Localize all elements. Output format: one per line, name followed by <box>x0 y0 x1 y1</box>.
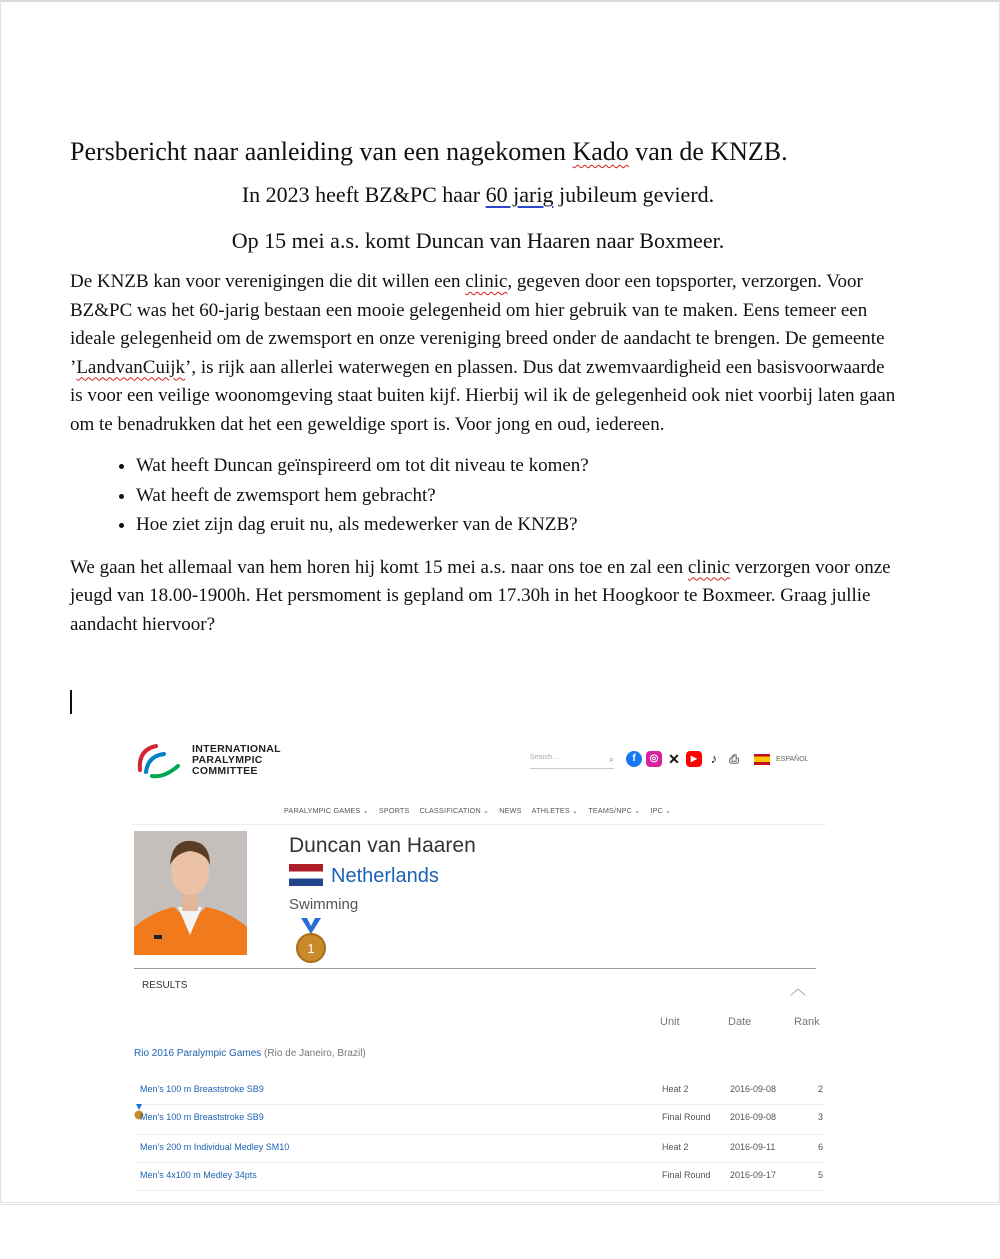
medal-rank: 1 <box>307 941 315 956</box>
country-link[interactable]: Netherlands <box>331 865 439 887</box>
row-event-link[interactable]: Men's 200 m Individual Medley SM10 <box>140 1142 290 1152</box>
col-unit: Unit <box>660 1016 680 1028</box>
row-rank: 6 <box>818 1142 824 1152</box>
nav-teams-npc[interactable]: TEAMS/NPC ⌄ <box>588 806 641 815</box>
col-date: Date <box>728 1016 752 1028</box>
ipc-agitos-logo <box>134 740 184 780</box>
sport-label: Swimming <box>289 896 359 913</box>
spelling-flag-kado: Kado <box>572 137 629 166</box>
x-icon[interactable]: ✕ <box>666 751 682 767</box>
table-row <box>134 1134 824 1163</box>
table-row <box>134 1104 824 1135</box>
tiktok-icon[interactable]: ♪ <box>706 751 722 767</box>
row-rank: 5 <box>818 1170 824 1180</box>
row-rank: 2 <box>818 1084 824 1094</box>
spelling-flag-clinic: clinic <box>465 271 508 292</box>
headline <box>70 132 930 172</box>
divider <box>132 824 826 825</box>
para-text: , gegeven door een topsporter, verzorgen. Voor BZ&PC was het 60-jarig bestaan een mooie gelegenheid om hier gebruik van te maken. Eens temeer een ideale gelegenheid om de zwemsport en onze vereniging breed onder de aandacht te brengen. De gemeente ’ <box>70 271 885 378</box>
search-input[interactable] <box>530 754 614 769</box>
results-heading: RESULTS <box>142 980 188 991</box>
instagram-icon[interactable]: ◎ <box>646 751 662 767</box>
question-list <box>70 451 930 540</box>
row-unit: Heat 2 <box>662 1142 689 1152</box>
row-unit: Final Round <box>662 1170 711 1180</box>
nav-athletes[interactable]: ATHLETES ⌄ <box>531 806 579 815</box>
athlete-photo <box>134 831 247 955</box>
grammar-flag-60-jarig: 60 jarig <box>485 182 554 207</box>
table-row <box>134 1162 824 1191</box>
event-location: (Rio de Janeiro, Brazil) <box>261 1048 366 1059</box>
embedded-screenshot[interactable] <box>132 728 832 1198</box>
search-icon[interactable]: ⌕ <box>608 754 614 764</box>
row-event-link[interactable]: Men's 100 m Breaststroke SB9 <box>140 1084 264 1094</box>
row-rank: 3 <box>818 1112 824 1122</box>
org-line: INTERNATIONAL <box>192 743 281 755</box>
divider <box>134 968 816 969</box>
nav-news[interactable]: NEWS <box>499 806 522 815</box>
paragraph-intro <box>70 268 900 439</box>
org-line: COMMITTEE <box>192 765 258 777</box>
event-heading[interactable] <box>134 1048 366 1059</box>
athlete-name: Duncan van Haaren <box>289 834 476 857</box>
row-date: 2016-09-08 <box>730 1084 777 1094</box>
subheading-visit: Op 15 mei a.s. komt Duncan van Haaren naar Boxmeer. <box>231 228 725 253</box>
paragraph-closing <box>70 554 900 640</box>
language-label: ESPAÑOL <box>776 756 809 763</box>
nav-ipc[interactable]: IPC ⌄ <box>650 806 672 815</box>
subheading-part: jubileum gevierd. <box>553 182 715 207</box>
col-rank: Rank <box>794 1016 820 1028</box>
row-date: 2016-09-08 <box>730 1112 777 1122</box>
language-switch[interactable] <box>754 754 809 765</box>
row-unit: Final Round <box>662 1112 711 1122</box>
row-date: 2016-09-11 <box>730 1142 776 1152</box>
text-cursor <box>70 690 72 714</box>
social-links <box>626 750 742 768</box>
headline-part: van de KNZB. <box>628 137 788 166</box>
gold-medal-icon <box>295 918 327 966</box>
para-text: De KNZB kan voor verenigingen die dit willen een <box>70 271 466 292</box>
main-nav <box>284 806 671 815</box>
row-date: 2016-09-17 <box>730 1170 777 1180</box>
nav-sports[interactable]: SPORTS <box>378 806 410 815</box>
nav-classification[interactable]: CLASSIFICATION ⌄ <box>419 806 490 815</box>
subheading-jubilee <box>70 172 886 218</box>
facebook-icon[interactable]: f <box>626 751 642 767</box>
spelling-flag-landvancuijk: LandvanCuijk <box>76 356 186 378</box>
search-placeholder: Search... <box>530 754 559 761</box>
para-text: verzorgen voor onze jeugd van 18.00-1900h. Het persmoment is gepland om 17.30h in het Hoogkoor te Boxmeer. Graag jullie aandacht hiervoor? <box>70 556 891 635</box>
row-unit: Heat 2 <box>662 1084 689 1094</box>
para-text: ’, is rijk aan allerlei waterwegen en plassen. Dus dat zwemvaardigheid een basisvoorwaarde is voor een veilige woonomgeving staat buiten kijf. Hierbij wil ik de gelegenheid ook niet voorbij laten gaan om te benadrukken dat het een geweldige sport is. Voor jong en oud, iedereen. <box>70 356 896 435</box>
nav-paralympic-games[interactable]: PARALYMPIC GAMES ⌄ <box>284 806 369 815</box>
table-row <box>134 1076 824 1105</box>
bullet-item: • Hoe ziet zijn dag eruit nu, als medewerker van de KNZB? <box>136 510 930 540</box>
chevron-up-icon[interactable]: ︿ <box>790 981 807 998</box>
para-text: We gaan het allemaal van hem horen hij komt 15 mei a.s. naar ons toe en zal een <box>70 556 688 578</box>
org-line: PARALYMPIC <box>192 754 263 766</box>
spain-flag-icon <box>754 754 770 765</box>
bullet-item: • Wat heeft Duncan geïnspireerd om tot dit niveau te komen? <box>136 451 930 481</box>
row-event-link[interactable]: Men's 100 m Breaststroke SB9 <box>140 1112 264 1122</box>
document-body[interactable] <box>70 132 930 639</box>
print-icon[interactable]: ⎙ <box>726 751 742 767</box>
page-gap <box>0 1204 1000 1259</box>
event-name: Rio 2016 Paralympic Games <box>134 1048 262 1059</box>
row-event-link[interactable]: Men's 4x100 m Medley 34pts <box>140 1170 257 1180</box>
bullet-item: • Wat heeft de zwemsport hem gebracht? <box>136 481 930 511</box>
headline-part: Persbericht naar aanleiding van een nagekomen <box>70 137 573 166</box>
ipc-wordmark <box>192 744 281 777</box>
spelling-flag-clinic: clinic <box>687 556 731 578</box>
subheading-part: In 2023 heeft BZ&PC haar <box>241 182 486 207</box>
youtube-icon[interactable]: ▶ <box>686 751 702 767</box>
netherlands-flag-icon <box>289 864 323 886</box>
